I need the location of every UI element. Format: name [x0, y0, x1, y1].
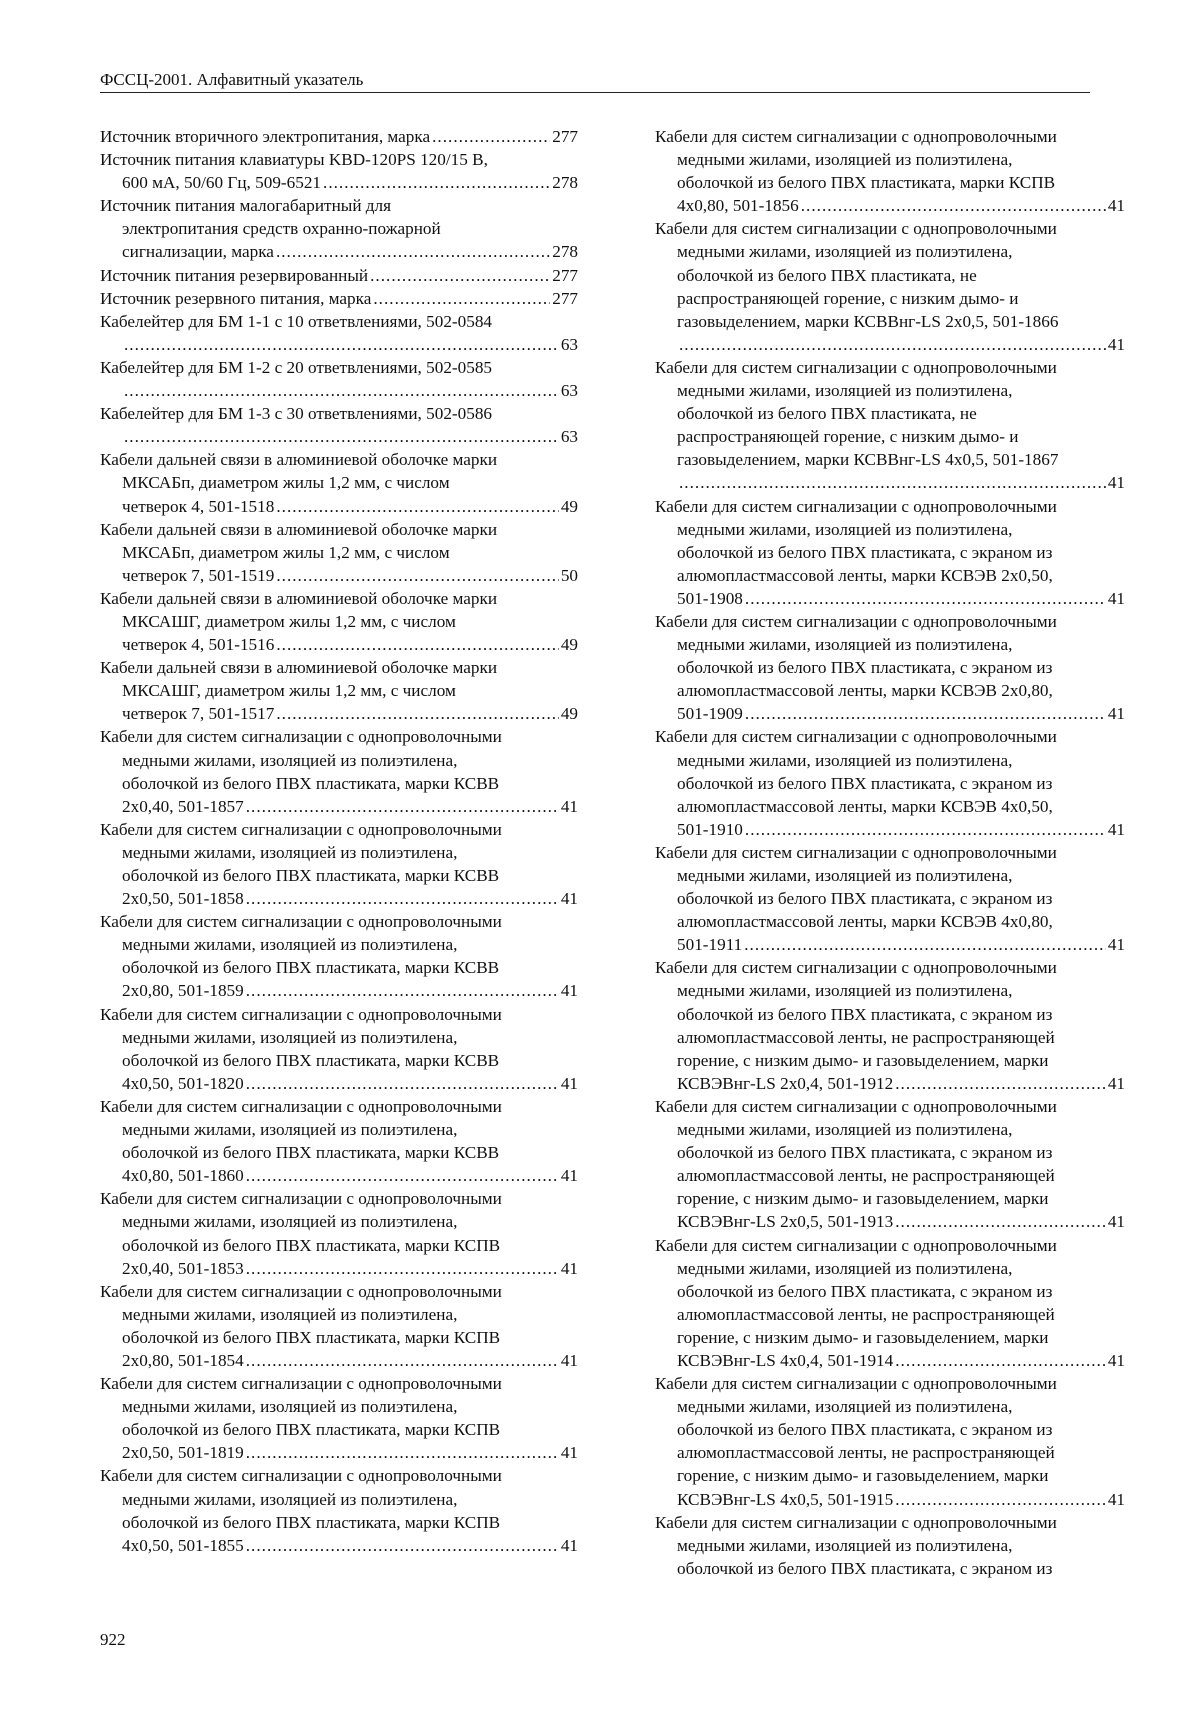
entry-line-with-page [655, 702, 1125, 725]
entry-line-with-page [100, 171, 578, 194]
entry-line-with-page [655, 587, 1125, 610]
entry-line: горение, с низким дымо- и газовыделением, марки [677, 1327, 1049, 1347]
index-entry [100, 1095, 578, 1187]
entry-line-with-page [100, 287, 578, 310]
entry-line: Кабели дальней связи в алюминиевой оболочке марки [100, 588, 498, 608]
page-reference: 41 [1107, 196, 1125, 216]
entry-text: 2х0,50, 501-1819 [122, 1443, 244, 1463]
page-reference: 41 [560, 889, 578, 909]
page-reference: 49 [560, 635, 578, 655]
entry-text: КСВЭВнг-LS 2х0,4, 501-1912 [677, 1073, 894, 1093]
entry-line-with-page [655, 194, 1125, 217]
page-reference: 278 [552, 173, 578, 193]
entry-line: оболочкой из белого ПВХ пластиката, с экраном из [677, 658, 1053, 678]
page-reference: 41 [1107, 1212, 1125, 1232]
index-entry [100, 725, 578, 817]
dot-leader [432, 125, 550, 148]
index-column-left [100, 125, 578, 1557]
index-entry [100, 1464, 578, 1556]
entry-line-with-page [100, 1349, 578, 1372]
entry-text: КСВЭВнг-LS 4х0,5, 501-1915 [677, 1489, 894, 1509]
page-reference: 277 [552, 265, 578, 285]
entry-line-with-page [100, 333, 578, 356]
entry-line: медными жилами, изоляцией из полиэтилена, [122, 1027, 458, 1047]
dot-leader [323, 171, 550, 194]
index-entry [655, 610, 1125, 725]
entry-line: медными жилами, изоляцией из полиэтилена, [677, 1120, 1013, 1140]
entry-line-with-page [100, 264, 578, 287]
index-entry [655, 725, 1125, 840]
page-reference: 41 [1107, 588, 1125, 608]
entry-line: Кабели для систем сигнализации с однопроволочными [655, 127, 1057, 146]
entry-text: 501-1910 [677, 819, 743, 839]
entry-line: оболочкой из белого ПВХ пластиката, марки КСВВ [122, 1050, 500, 1070]
dot-leader [679, 471, 1106, 494]
entry-line: алюмопластмассовой ленты, марки КСВЭВ 2х0,80, [677, 681, 1053, 701]
entry-line: алюмопластмассовой ленты, марки КСВЭВ 2х0,50, [677, 565, 1053, 585]
dot-leader [246, 795, 559, 818]
entry-line-with-page [655, 933, 1125, 956]
page-reference: 41 [560, 981, 578, 1001]
dot-leader [745, 818, 1106, 841]
index-entry [100, 518, 578, 587]
entry-line: Кабелейтер для БМ 1-3 с 30 ответвлениями, 502-0586 [100, 404, 493, 424]
entry-line-with-page [655, 1072, 1125, 1095]
dot-leader [246, 1257, 559, 1280]
entry-line: медными жилами, изоляцией из полиэтилена, [677, 242, 1013, 262]
entry-line-with-page [100, 979, 578, 1002]
entry-line: Кабели для систем сигнализации с однопроволочными [100, 1189, 502, 1209]
entry-line: оболочкой из белого ПВХ пластиката, с экраном из [677, 773, 1053, 793]
dot-leader [895, 1072, 1106, 1095]
entry-line: медными жилами, изоляцией из полиэтилена, [677, 750, 1013, 770]
entry-text: 501-1911 [677, 935, 743, 955]
entry-line-with-page [100, 125, 578, 148]
index-entry [655, 217, 1125, 356]
entry-line: Кабели дальней связи в алюминиевой оболочке марки [100, 658, 498, 678]
dot-leader [801, 194, 1106, 217]
entry-line: медными жилами, изоляцией из полиэтилена, [677, 381, 1013, 401]
entry-line: Источник питания клавиатуры KBD-120PS 120/15 В, [100, 150, 488, 170]
entry-line: Кабели для систем сигнализации с однопроволочными [100, 1374, 502, 1394]
page-reference: 277 [552, 127, 578, 146]
entry-line-with-page [100, 425, 578, 448]
index-entry [100, 287, 578, 310]
dot-leader [246, 1349, 559, 1372]
entry-line: Кабели дальней связи в алюминиевой оболочке марки [100, 519, 498, 539]
page-reference: 63 [560, 427, 578, 447]
entry-line: оболочкой из белого ПВХ пластиката, марки КСПВ [677, 173, 1056, 193]
entry-line: МКСАБп, диаметром жилы 1,2 мм, с числом [122, 473, 450, 493]
entry-line: медными жилами, изоляцией из полиэтилена, [677, 981, 1013, 1001]
entry-text: 4х0,80, 501-1856 [677, 196, 799, 216]
entry-line: оболочкой из белого ПВХ пластиката, марки КСВВ [122, 866, 500, 885]
page-reference: 41 [1107, 819, 1125, 839]
entry-text: 2х0,40, 501-1853 [122, 1258, 244, 1278]
page-reference: 63 [560, 381, 578, 401]
index-entry [100, 1372, 578, 1464]
entry-line: Кабели для систем сигнализации с однопроволочными [655, 1512, 1057, 1532]
entry-line: оболочкой из белого ПВХ пластиката, марки КСПВ [122, 1512, 501, 1532]
entry-line: оболочкой из белого ПВХ пластиката, не [677, 404, 977, 424]
page-reference: 277 [552, 288, 578, 308]
entry-text: 2х0,40, 501-1857 [122, 796, 244, 816]
dot-leader [276, 240, 550, 263]
entry-line: распространяющей горение, с низким дымо- и [677, 427, 1019, 447]
entry-text: четверок 7, 501-1517 [122, 704, 275, 724]
entry-text: КСВЭВнг-LS 4х0,4, 501-1914 [677, 1350, 894, 1370]
entry-line: оболочкой из белого ПВХ пластиката, марки КСВВ [122, 773, 500, 793]
page-reference: 41 [1107, 473, 1125, 493]
entry-line: оболочкой из белого ПВХ пластиката, с экраном из [677, 889, 1053, 909]
entry-line-with-page [100, 795, 578, 818]
dot-leader [124, 379, 559, 402]
dot-leader [895, 1488, 1106, 1511]
entry-line: МКСАШГ, диаметром жилы 1,2 мм, с числом [122, 681, 456, 701]
index-entry [100, 448, 578, 517]
entry-line-with-page [100, 633, 578, 656]
dot-leader [124, 333, 559, 356]
dot-leader [246, 1072, 559, 1095]
entry-text: 4х0,50, 501-1820 [122, 1073, 244, 1093]
entry-text: Источник резервного питания, марка [100, 288, 372, 308]
entry-line: медными жилами, изоляцией из полиэтилена, [677, 150, 1013, 170]
running-header: ФССЦ-2001. Алфавитный указатель [100, 70, 1090, 93]
page-reference: 41 [560, 1258, 578, 1278]
entry-line: оболочкой из белого ПВХ пластиката, марки КСВВ [122, 1143, 500, 1163]
entry-line: оболочкой из белого ПВХ пластиката, с экраном из [677, 1281, 1053, 1301]
entry-line: медными жилами, изоляцией из полиэтилена, [122, 1397, 458, 1417]
index-entry [100, 194, 578, 263]
page-reference: 63 [560, 334, 578, 354]
entry-line: медными жилами, изоляцией из полиэтилена, [122, 1304, 458, 1324]
entry-text: 501-1909 [677, 704, 743, 724]
entry-line: Кабели для систем сигнализации с однопроволочными [655, 496, 1057, 516]
index-entry [655, 841, 1125, 956]
entry-line-with-page [655, 818, 1125, 841]
page-number: 922 [100, 1630, 126, 1649]
dot-leader [246, 979, 559, 1002]
entry-text: 501-1908 [677, 588, 743, 608]
entry-line: оболочкой из белого ПВХ пластиката, марки КСПВ [122, 1327, 501, 1347]
index-entry [655, 1511, 1125, 1580]
entry-text: 2х0,80, 501-1859 [122, 981, 244, 1001]
entry-line-with-page [100, 702, 578, 725]
entry-line: Кабели для систем сигнализации с однопроволочными [100, 1466, 502, 1486]
entry-line: электропитания средств охранно-пожарной [122, 219, 441, 239]
index-entry [100, 910, 578, 1002]
entry-line: медными жилами, изоляцией из полиэтилена, [677, 866, 1013, 885]
index-entry [655, 1095, 1125, 1234]
entry-line: Кабели для систем сигнализации с однопроволочными [655, 219, 1057, 239]
index-entry [100, 310, 578, 356]
index-entry [100, 1003, 578, 1095]
entry-line: Кабели для систем сигнализации с однопроволочными [655, 611, 1057, 631]
page-reference: 278 [552, 242, 578, 262]
dot-leader [246, 1164, 559, 1187]
entry-line: Кабели для систем сигнализации с однопроволочными [100, 1004, 502, 1024]
entry-line: оболочкой из белого ПВХ пластиката, с экраном из [677, 542, 1053, 562]
entry-text: Источник питания резервированный [100, 265, 369, 285]
entry-text: 4х0,50, 501-1855 [122, 1535, 244, 1555]
entry-line: оболочкой из белого ПВХ пластиката, марки КСВВ [122, 958, 500, 978]
page-reference: 41 [560, 1350, 578, 1370]
entry-text: четверок 4, 501-1516 [122, 635, 275, 655]
entry-line: медными жилами, изоляцией из полиэтилена, [122, 1212, 458, 1232]
entry-line-with-page [100, 1072, 578, 1095]
entry-line: Источник питания малогабаритный для [100, 196, 392, 216]
index-entry [655, 1372, 1125, 1511]
entry-line: горение, с низким дымо- и газовыделением, марки [677, 1189, 1049, 1209]
index-entry [100, 818, 578, 910]
index-entry [100, 148, 578, 194]
entry-line: оболочкой из белого ПВХ пластиката, с экраном из [677, 1004, 1053, 1024]
entry-line: горение, с низким дымо- и газовыделением, марки [677, 1466, 1049, 1486]
page-reference: 41 [560, 796, 578, 816]
index-entry [655, 356, 1125, 495]
page-reference: 41 [1107, 1073, 1125, 1093]
entry-line: Кабели для систем сигнализации с однопроволочными [100, 912, 502, 932]
entry-line: медными жилами, изоляцией из полиэтилена, [677, 519, 1013, 539]
entry-text: 2х0,80, 501-1854 [122, 1350, 244, 1370]
entry-line-with-page [655, 333, 1125, 356]
index-entry [100, 587, 578, 656]
entry-line: Кабели для систем сигнализации с однопроволочными [100, 727, 502, 747]
entry-line: Кабели для систем сигнализации с однопроволочными [655, 958, 1057, 978]
index-entry [100, 125, 578, 148]
entry-line: распространяющей горение, с низким дымо- и [677, 288, 1019, 308]
page-reference: 41 [560, 1073, 578, 1093]
page-reference: 41 [1107, 1489, 1125, 1509]
page-reference: 49 [560, 704, 578, 724]
dot-leader [895, 1210, 1106, 1233]
dot-leader [370, 264, 550, 287]
entry-text: КСВЭВнг-LS 2х0,5, 501-1913 [677, 1212, 894, 1232]
page-reference: 41 [1107, 935, 1125, 955]
entry-text: 4х0,80, 501-1860 [122, 1166, 244, 1186]
entry-line: алюмопластмассовой ленты, не распространяющей [677, 1443, 1055, 1463]
entry-line-with-page [100, 1441, 578, 1464]
entry-line-with-page [100, 240, 578, 263]
page-reference: 41 [1107, 334, 1125, 354]
dot-leader [276, 495, 558, 518]
entry-text: сигнализации, марка [122, 242, 274, 262]
page-reference: 41 [1107, 704, 1125, 724]
entry-line: медными жилами, изоляцией из полиэтилена, [677, 635, 1013, 655]
entry-line: горение, с низким дымо- и газовыделением, марки [677, 1050, 1049, 1070]
dot-leader [276, 633, 558, 656]
entry-line: медными жилами, изоляцией из полиэтилена, [122, 935, 458, 955]
dot-leader [373, 287, 550, 310]
entry-line-with-page [655, 471, 1125, 494]
entry-text: 600 мА, 50/60 Гц, 509-6521 [122, 173, 322, 193]
entry-line: МКСАБп, диаметром жилы 1,2 мм, с числом [122, 542, 450, 562]
dot-leader [124, 425, 559, 448]
dot-leader [276, 702, 558, 725]
dot-leader [745, 702, 1106, 725]
entry-line: Кабели для систем сигнализации с однопроволочными [655, 1096, 1057, 1116]
index-column-right [655, 125, 1125, 1580]
index-entry [655, 125, 1125, 217]
dot-leader [276, 564, 558, 587]
entry-line-with-page [655, 1349, 1125, 1372]
page-reference: 41 [560, 1166, 578, 1186]
index-entry [100, 402, 578, 448]
dot-leader [246, 887, 559, 910]
entry-line: Кабели для систем сигнализации с однопроволочными [655, 727, 1057, 747]
index-entry [655, 495, 1125, 610]
entry-line: алюмопластмассовой ленты, марки КСВЭВ 4х0,50, [677, 796, 1053, 816]
entry-line: газовыделением, марки КСВВнг-LS 4х0,5, 501-1867 [677, 450, 1059, 470]
dot-leader [679, 333, 1106, 356]
entry-line: алюмопластмассовой ленты, не распространяющей [677, 1304, 1055, 1324]
entry-line: оболочкой из белого ПВХ пластиката, не [677, 265, 977, 285]
index-entry [100, 1280, 578, 1372]
entry-line: медными жилами, изоляцией из полиэтилена, [677, 1397, 1013, 1417]
index-entry [100, 356, 578, 402]
entry-line-with-page [100, 379, 578, 402]
index-entry [100, 1187, 578, 1279]
entry-line: Кабели для систем сигнализации с однопроволочными [655, 1235, 1057, 1255]
entry-line: оболочкой из белого ПВХ пластиката, с экраном из [677, 1143, 1053, 1163]
entry-line: оболочкой из белого ПВХ пластиката, с экраном из [677, 1420, 1053, 1440]
entry-line: медными жилами, изоляцией из полиэтилена, [677, 1258, 1013, 1278]
entry-text: Источник вторичного электропитания, марка [100, 127, 431, 146]
entry-line: Кабели для систем сигнализации с однопроволочными [655, 1374, 1057, 1394]
entry-line: Кабели для систем сигнализации с однопроволочными [100, 1096, 502, 1116]
entry-line: медными жилами, изоляцией из полиэтилена, [122, 1489, 458, 1509]
entry-line: медными жилами, изоляцией из полиэтилена, [122, 750, 458, 770]
entry-line: медными жилами, изоляцией из полиэтилена, [677, 1535, 1013, 1555]
entry-line: Кабели для систем сигнализации с однопроволочными [100, 1281, 502, 1301]
entry-line: Кабелейтер для БМ 1-2 с 20 ответвлениями, 502-0585 [100, 357, 493, 377]
dot-leader [246, 1534, 559, 1557]
entry-line: алюмопластмассовой ленты, не распространяющей [677, 1027, 1055, 1047]
entry-line-with-page [100, 1164, 578, 1187]
dot-leader [895, 1349, 1106, 1372]
entry-line-with-page [100, 1534, 578, 1557]
dot-leader [246, 1441, 559, 1464]
index-entry [100, 656, 578, 725]
entry-text: четверок 4, 501-1518 [122, 496, 275, 516]
entry-line: медными жилами, изоляцией из полиэтилена, [122, 842, 458, 862]
entry-text: четверок 7, 501-1519 [122, 565, 275, 585]
page-reference: 49 [560, 496, 578, 516]
index-entry [655, 1234, 1125, 1373]
entry-line: Кабелейтер для БМ 1-1 с 10 ответвлениями, 502-0584 [100, 311, 493, 331]
entry-line: алюмопластмассовой ленты, не распространяющей [677, 1166, 1055, 1186]
entry-line: Кабели дальней связи в алюминиевой оболочке марки [100, 450, 498, 470]
page-reference: 50 [560, 565, 578, 585]
entry-line-with-page [655, 1210, 1125, 1233]
entry-line-with-page [100, 887, 578, 910]
entry-line: газовыделением, марки КСВВнг-LS 2х0,5, 501-1866 [677, 311, 1059, 331]
page-reference: 41 [560, 1535, 578, 1555]
entry-line: Кабели для систем сигнализации с однопроволочными [655, 357, 1057, 377]
entry-line: оболочкой из белого ПВХ пластиката, марки КСПВ [122, 1420, 501, 1440]
index-entry [100, 264, 578, 287]
index-entry [655, 956, 1125, 1095]
entry-line: медными жилами, изоляцией из полиэтилена, [122, 1120, 458, 1140]
entry-line: оболочкой из белого ПВХ пластиката, марки КСПВ [122, 1235, 501, 1255]
dot-leader [744, 933, 1106, 956]
entry-line-with-page [100, 495, 578, 518]
entry-line: алюмопластмассовой ленты, марки КСВЭВ 4х0,80, [677, 912, 1053, 932]
entry-line-with-page [100, 1257, 578, 1280]
entry-line-with-page [655, 1488, 1125, 1511]
entry-line: Кабели для систем сигнализации с однопроволочными [655, 842, 1057, 862]
entry-line-with-page [100, 564, 578, 587]
entry-line: Кабели для систем сигнализации с однопроволочными [100, 819, 502, 839]
entry-text: 2х0,50, 501-1858 [122, 889, 244, 909]
page-reference: 41 [1107, 1350, 1125, 1370]
page-reference: 41 [560, 1443, 578, 1463]
dot-leader [745, 587, 1106, 610]
entry-line: МКСАШГ, диаметром жилы 1,2 мм, с числом [122, 611, 456, 631]
entry-line: оболочкой из белого ПВХ пластиката, с экраном из [677, 1558, 1053, 1578]
